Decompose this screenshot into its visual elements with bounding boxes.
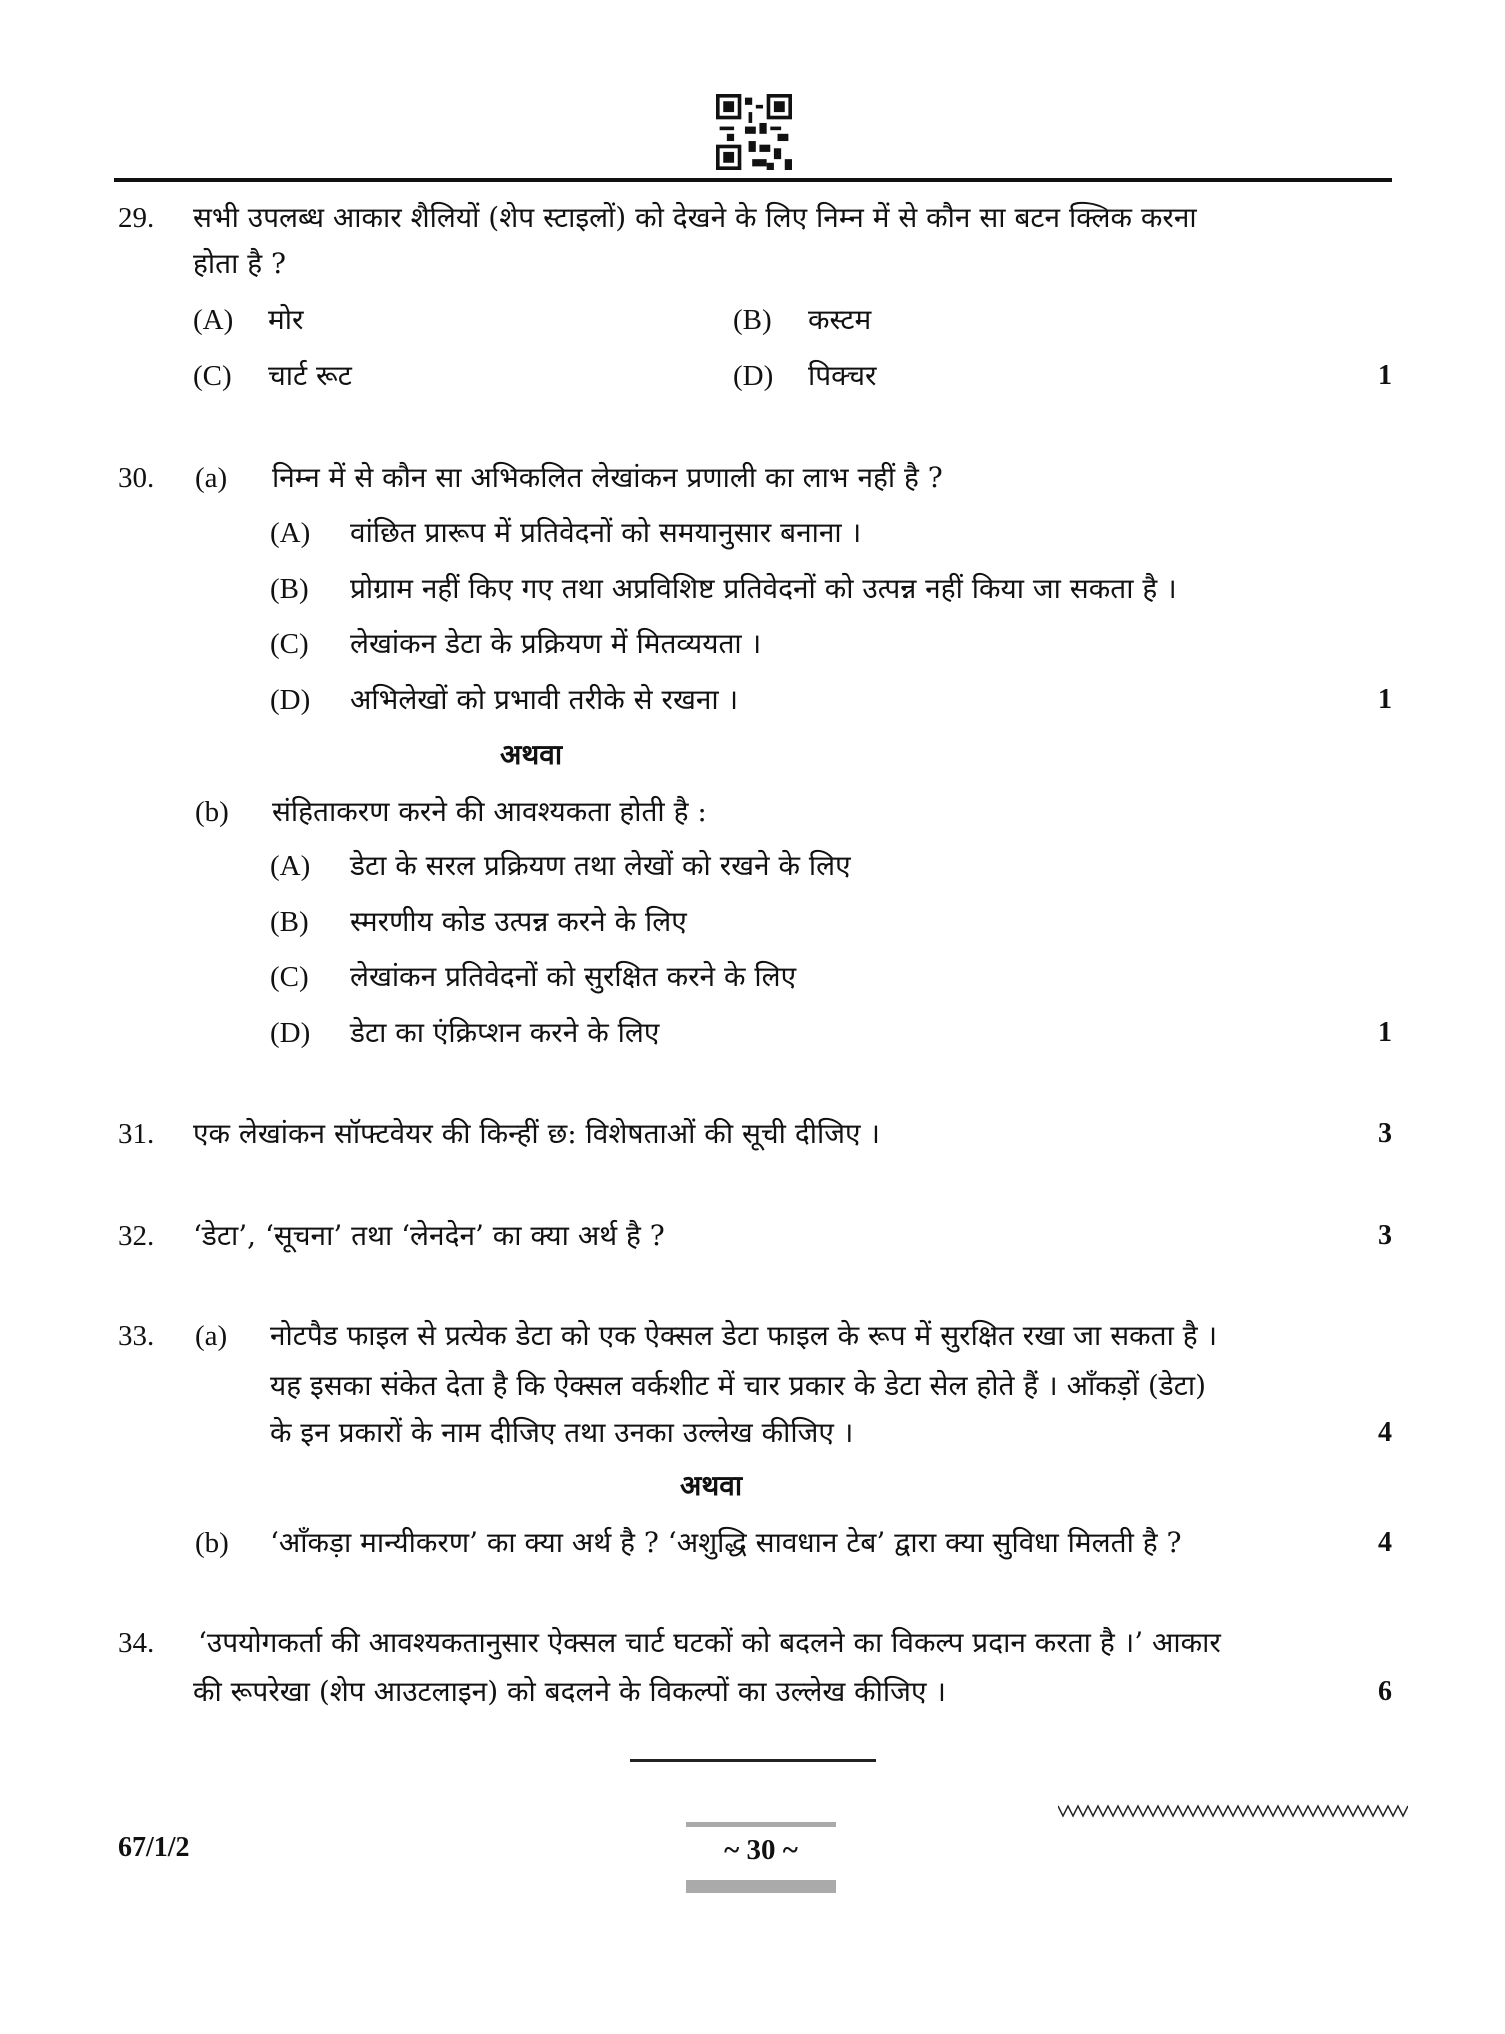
page-number: ~ 30 ~ [724, 1834, 798, 1866]
question-text: नोटपैड फाइल से प्रत्येक डेटा को एक ऐक्सल डेटा फाइल के रूप में सुरक्षित रखा जा सकता है । [270, 1319, 1218, 1352]
marks: 6 [1378, 1676, 1392, 1707]
question-text: की रूपरेखा (शेप आउटलाइन) को बदलने के विकल्पों का उल्लेख कीजिए । [193, 1675, 946, 1708]
page-number-bar-top [686, 1822, 836, 1827]
question-text: संहिताकरण करने की आवश्यकता होती है : [272, 795, 707, 828]
option-text: मोर [268, 303, 304, 336]
question-text: के इन प्रकारों के नाम दीजिए तथा उनका उल्लेख कीजिए । [270, 1416, 854, 1449]
question-text: ‘आँकड़ा मान्यीकरण’ का क्या अर्थ है ? ‘अशुद्धि सावधान टेब’ द्वारा क्या सुविधा मिलती है ? [270, 1526, 1182, 1559]
option-label: (D) [733, 360, 774, 392]
option-text: लेखांकन प्रतिवेदनों को सुरक्षित करने के लिए [350, 960, 797, 993]
or-divider: अथवा [500, 738, 563, 771]
marks: 4 [1378, 1417, 1392, 1448]
part-label: (b) [195, 796, 229, 828]
paper-code: 67/1/2 [118, 1832, 190, 1863]
option-text: अभिलेखों को प्रभावी तरीके से रखना । [350, 683, 739, 716]
question-number: 31. [118, 1118, 155, 1150]
header-rule [114, 178, 1392, 182]
option-label: (B) [270, 573, 309, 605]
option-label: (D) [270, 684, 311, 716]
question-text: निम्न में से कौन सा अभिकलित लेखांकन प्रणाली का लाभ नहीं है ? [272, 461, 943, 494]
page-number-bar-bottom [686, 1880, 836, 1893]
question-text: ‘डेटा’, ‘सूचना’ तथा ‘लेनदेन’ का क्या अर्थ है ? [193, 1219, 665, 1252]
option-label: (C) [193, 360, 232, 392]
option-label: (D) [270, 1017, 311, 1049]
part-label: (a) [195, 1320, 228, 1352]
part-label: (b) [195, 1527, 229, 1559]
option-label: (B) [270, 906, 309, 938]
option-label: (C) [270, 628, 309, 660]
option-text: वांछित प्रारूप में प्रतिवेदनों को समयानुसार बनाना । [350, 516, 862, 549]
option-text: डेटा के सरल प्रक्रियण तथा लेखों को रखने के लिए [350, 849, 851, 882]
option-text: कस्टम [808, 303, 872, 336]
question-text: एक लेखांकन सॉफ्टवेयर की किन्हीं छ: विशेषताओं की सूची दीजिए । [193, 1117, 880, 1150]
question-number: 32. [118, 1220, 155, 1252]
question-text: ‘उपयोगकर्ता की आवश्यकतानुसार ऐक्सल चार्ट घटकों को बदलने का विकल्प प्रदान करता है ।’ आकार [198, 1626, 1221, 1659]
marks: 1 [1378, 684, 1392, 715]
marks: 4 [1378, 1527, 1392, 1558]
option-text: डेटा का एंक्रिप्शन करने के लिए [350, 1016, 660, 1049]
question-number: 29. [118, 202, 155, 234]
option-text: स्मरणीय कोड उत्पन्न करने के लिए [350, 905, 687, 938]
option-text: प्रोग्राम नहीं किए गए तथा अप्रविशिष्ट प्रतिवेदनों को उत्पन्न नहीं किया जा सकता है । [350, 572, 1177, 605]
option-label: (A) [270, 517, 311, 549]
question-text: यह इसका संकेत देता है कि ऐक्सल वर्कशीट में चार प्रकार के डेटा सेल होते हैं । आँकड़ों (डेटा) [270, 1369, 1207, 1402]
question-number: 33. [118, 1320, 155, 1352]
question-text: सभी उपलब्ध आकार शैलियों (शेप स्टाइलों) को देखने के लिए निम्न में से कौन सा बटन क्लिक करना [193, 201, 1197, 234]
marks: 3 [1378, 1220, 1392, 1251]
option-label: (A) [270, 850, 311, 882]
option-label: (B) [733, 304, 772, 336]
qr-code [716, 94, 792, 170]
option-label: (C) [270, 961, 309, 993]
question-number: 30. [118, 462, 155, 494]
question-text: होता है ? [193, 247, 287, 280]
option-text: पिक्चर [808, 359, 877, 392]
marks: 1 [1378, 1017, 1392, 1048]
option-text: चार्ट रूट [268, 359, 352, 392]
zigzag-decoration [1058, 1800, 1408, 1820]
option-text: लेखांकन डेटा के प्रक्रियण में मितव्ययता । [350, 627, 762, 660]
marks: 1 [1378, 360, 1392, 391]
or-divider: अथवा [680, 1469, 743, 1502]
question-number: 34. [118, 1627, 155, 1659]
option-label: (A) [193, 304, 234, 336]
end-rule [630, 1759, 876, 1762]
part-label: (a) [195, 462, 228, 494]
marks: 3 [1378, 1118, 1392, 1149]
